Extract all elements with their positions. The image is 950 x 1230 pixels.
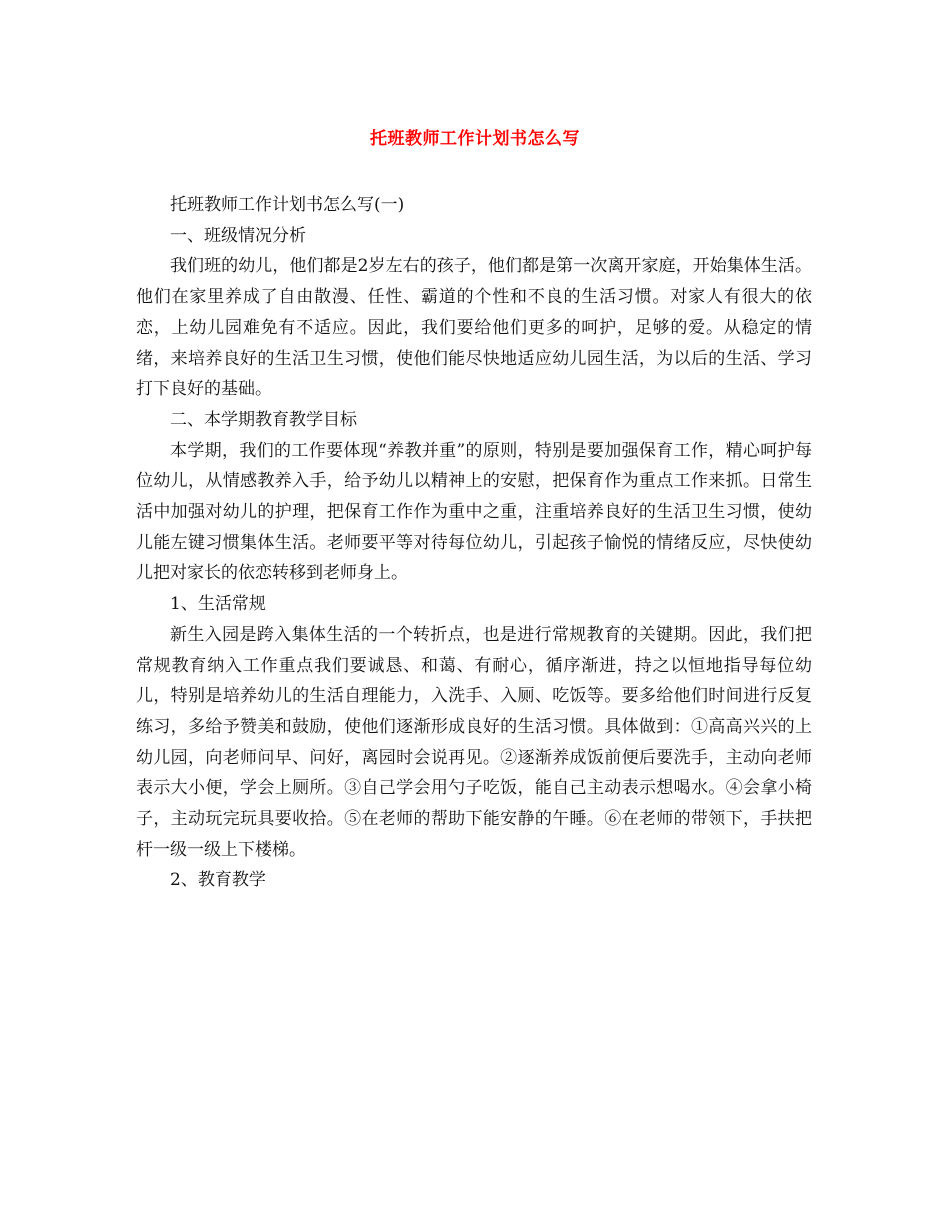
document-body [136, 190, 812, 896]
document-title: 托班教师工作计划书怎么写 [370, 129, 580, 149]
paragraph-class-analysis: 我们班的幼儿，他们都是2岁左右的孩子，他们都是第一次离开家庭，开始集体生活。他们在家里养成了自由散漫、任性、霸道的个性和不良的生活习惯。对家人有很大的依恋，上幼儿园难免有不适应。因此，我们要给他们更多的呵护，足够的爱。从稳定的情绪，来培养良好的生活卫生习惯，使他们能尽快地适应幼儿园生活，为以后的生活、学习打下良好的基础。 [136, 256, 812, 400]
section-heading-plan: 托班教师工作计划书怎么写(一) [170, 195, 405, 215]
section-heading-class-analysis: 一、班级情况分析 [170, 225, 306, 246]
subheading-teaching: 2、教育教学 [170, 870, 266, 891]
subheading-daily-routine: 1、生活常规 [170, 594, 266, 615]
paragraph-daily-routine: 新生入园是跨入集体生活的一个转折点，也是进行常规教育的关键期。因此，我们把常规教育纳入工作重点我们要诚恳、和蔼、有耐心，循序渐进，持之以恒地指导每位幼儿，特别是培养幼儿的生活自理能力，入洗手、入厕、吃饭等。要多给他们时间进行反复练习，多给予赞美和鼓励，使他们逐渐形成良好的生活习惯。具体做到：①高高兴兴的上幼儿园，向老师问早、问好，离园时会说再见。②逐渐养成饭前便后要洗手，主动向老师表示大小便，学会上厕所。③自己学会用勺子吃饭，能自己主动表示想喝水。④会拿小椅子，主动玩完玩具要收拾。⑤在老师的帮助下能安静的午睡。⑥在老师的带领下，手扶把杆一级一级上下楼梯。 [136, 624, 812, 860]
paragraph-goals: 本学期，我们的工作要体现“养教并重”的原则，特别是要加强保育工作，精心呵护每位幼儿，从情感教养入手，给予幼儿以精神上的安慰，把保育作为重点工作来抓。日常生活中加强对幼儿的护理，把保育工作作为重中之重，注重培养良好的生活卫生习惯，使幼儿能左键习惯集体生活。老师要平等对待每位幼儿，引起孩子愉悦的情绪反应，尽快使幼儿把对家长的依恋转移到老师身上。 [136, 440, 812, 584]
section-heading-goals: 二、本学期教育教学目标 [170, 409, 357, 430]
